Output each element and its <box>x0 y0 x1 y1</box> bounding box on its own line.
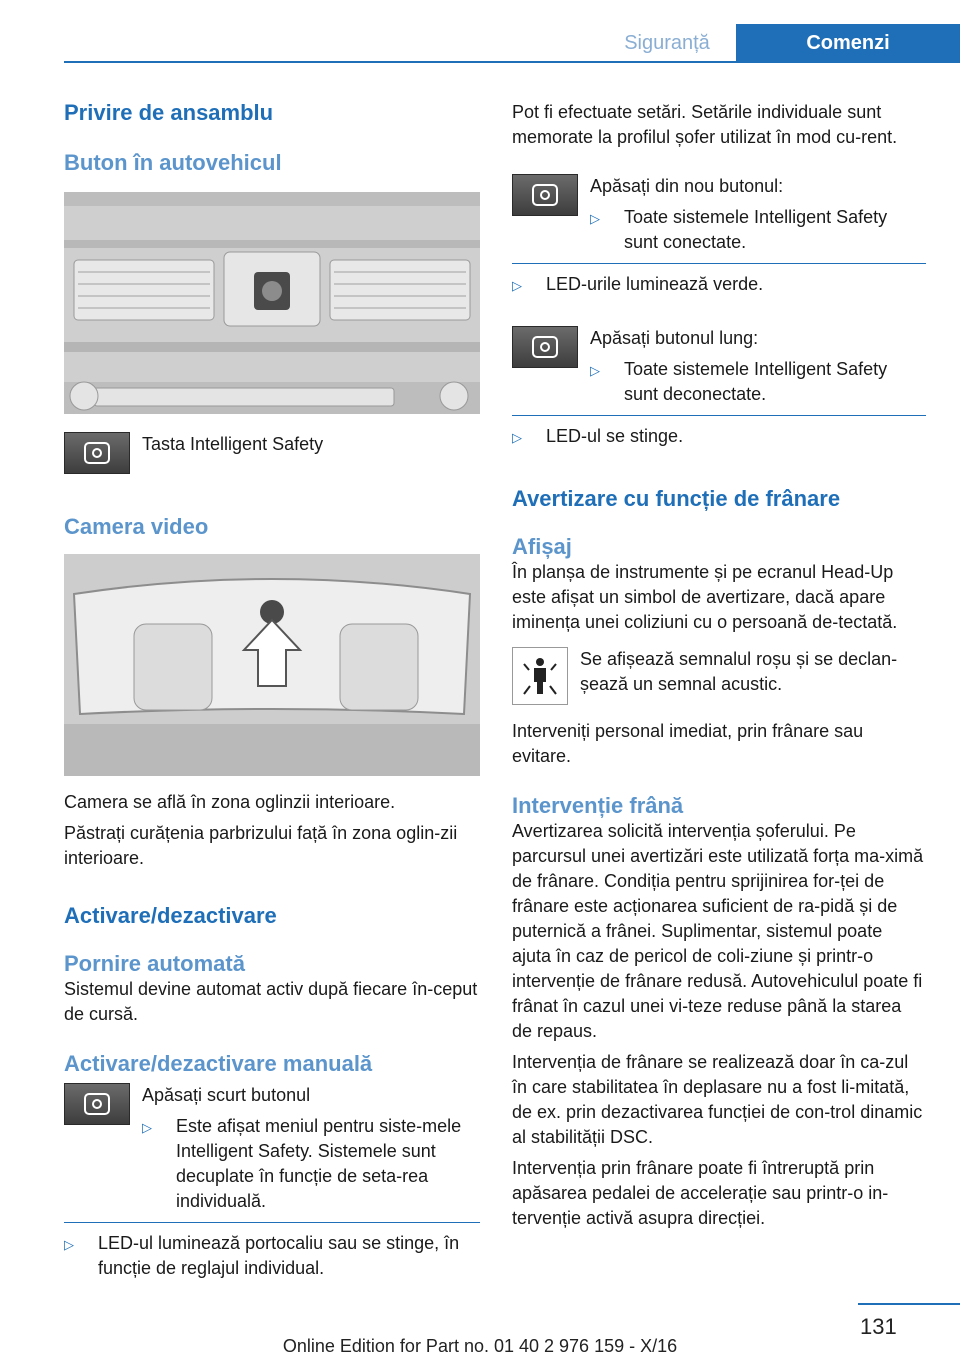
list-item <box>64 1231 480 1281</box>
triangle-bullet-icon: ▷ <box>512 278 522 293</box>
page-number: 131 <box>860 1314 897 1339</box>
header-rule <box>64 61 960 63</box>
camera-text-1: Camera se află în zona oglinzii interioare. <box>64 792 396 812</box>
footer-rule <box>858 1303 960 1305</box>
triangle-bullet-icon: ▷ <box>590 363 600 378</box>
triangle-bullet-icon: ▷ <box>142 1120 152 1135</box>
tab-siguranta[interactable]: Siguranță <box>624 31 710 54</box>
press-long-text: Apăsați butonul lung: <box>590 328 759 348</box>
press-again-text: Apăsați din nou butonul: <box>590 176 784 196</box>
auto-start-text: Sistemul devine automat activ după fiecare în‐ceput de cursă. <box>64 979 478 1024</box>
tab-comenzi[interactable]: Comenzi <box>736 24 960 62</box>
brake-text-2: Intervenția de frânare se realizează doar în ca‐zul în care stabilitatea în deplasare nu a fost li‐mitată, de ex. prin dezactivarea funcției de con‐trol dinamic al stabilității DSC. <box>512 1052 923 1147</box>
heading-auto-start: Pornire automată <box>64 951 245 976</box>
heading-brake-warning: Avertizare cu funcție de frânare <box>512 486 841 511</box>
brake-text-3: Intervenția prin frânare poate fi întreruptă prin apăsarea pedalei de accelerație sau printr-o in‐tervenție activă asupra direcției. <box>512 1158 889 1228</box>
windshield-camera-illustration <box>64 554 480 776</box>
display-text: În planșa de instrumente și pe ecranul Head-Up este afișat un simbol de avertizare, dacă apare iminența unei coliziuni cu o persoană de‐tectată. <box>512 562 898 632</box>
triangle-bullet-icon: ▷ <box>512 430 522 445</box>
press-long-row <box>512 326 926 407</box>
divider <box>512 263 926 264</box>
list-item <box>512 424 926 450</box>
intelligent-safety-button-icon <box>512 174 578 216</box>
key-caption-row <box>64 432 480 474</box>
heading-activation: Activare/dezactivare <box>64 903 277 928</box>
right-column <box>512 100 926 1231</box>
intelligent-safety-button-icon <box>64 432 130 474</box>
triangle-bullet-icon: ▷ <box>590 211 600 226</box>
list-item-text: LED-ul se stinge. <box>546 426 684 446</box>
divider <box>64 1222 480 1223</box>
list-item-text: Toate sistemele Intelligent Safety sunt deconectate. <box>624 359 888 404</box>
heading-manual: Activare/dezactivare manuală <box>64 1051 373 1076</box>
manual-press-text: Apăsați scurt butonul <box>142 1085 311 1105</box>
warning-text: Se afișează semnalul roșu și se declan‐șează un semnal acustic. <box>580 649 898 694</box>
list-item <box>142 1114 480 1214</box>
key-caption: Tasta Intelligent Safety <box>142 434 324 454</box>
edition-footer: Online Edition for Part no. 01 40 2 976 159 - X/16 <box>282 1336 678 1356</box>
manual-press-row <box>64 1083 480 1214</box>
brake-text-1: Avertizarea solicită intervenția șoferului. Pe parcursul unei avertizări este utilizată forța ma‐ximă de frânare. Condiția pentru sprijinirea for‐ței de frânare este acționarea suficient de ra‐pidă și de puternică a frânei. Suplimentar, sistemul poate ajuta în caz de pericol de coli‐ziune și printr-o intervenție de frânare redusă. Autovehiculul poate fi frânat în cazul unei vi‐teze reduse până la starea de repaus. <box>512 821 924 1041</box>
intelligent-safety-button-icon <box>512 326 578 368</box>
heading-camera: Camera video <box>64 514 209 539</box>
intervene-text: Interveniți personal imediat, prin frânare sau evitare. <box>512 721 864 766</box>
list-item <box>590 205 926 255</box>
list-item-text: LED-urile luminează verde. <box>546 274 764 294</box>
list-item <box>512 272 926 298</box>
heading-button: Buton în autovehicul <box>64 150 282 175</box>
camera-text-2: Păstrați curățenia parbrizului față în zona oglin‐zii interioare. <box>64 823 458 868</box>
warning-row <box>512 647 926 705</box>
intelligent-safety-button-icon <box>64 1083 130 1125</box>
dashboard-vents-illustration <box>64 192 480 414</box>
settings-text: Pot fi efectuate setări. Setările individuale sunt memorate la profilul șofer utilizat în mod cu‐rent. <box>512 102 898 147</box>
list-item-text: Toate sistemele Intelligent Safety sunt conectate. <box>624 207 888 252</box>
heading-brake-intervention: Intervenție frână <box>512 793 684 818</box>
press-again-row <box>512 174 926 255</box>
left-column <box>64 100 480 1281</box>
list-item-text: Este afișat meniul pentru siste‐mele Intelligent Safety. Sistemele sunt decuplate în funcție de seta‐rea individuală. <box>176 1116 462 1211</box>
heading-overview: Privire de ansamblu <box>64 100 274 125</box>
triangle-bullet-icon: ▷ <box>64 1237 74 1252</box>
divider <box>512 415 926 416</box>
list-item <box>590 357 926 407</box>
heading-display: Afișaj <box>512 534 572 559</box>
list-item-text: LED-ul luminează portocaliu sau se stinge, în funcție de reglajul individual. <box>98 1233 460 1278</box>
pedestrian-warning-icon <box>512 647 568 705</box>
